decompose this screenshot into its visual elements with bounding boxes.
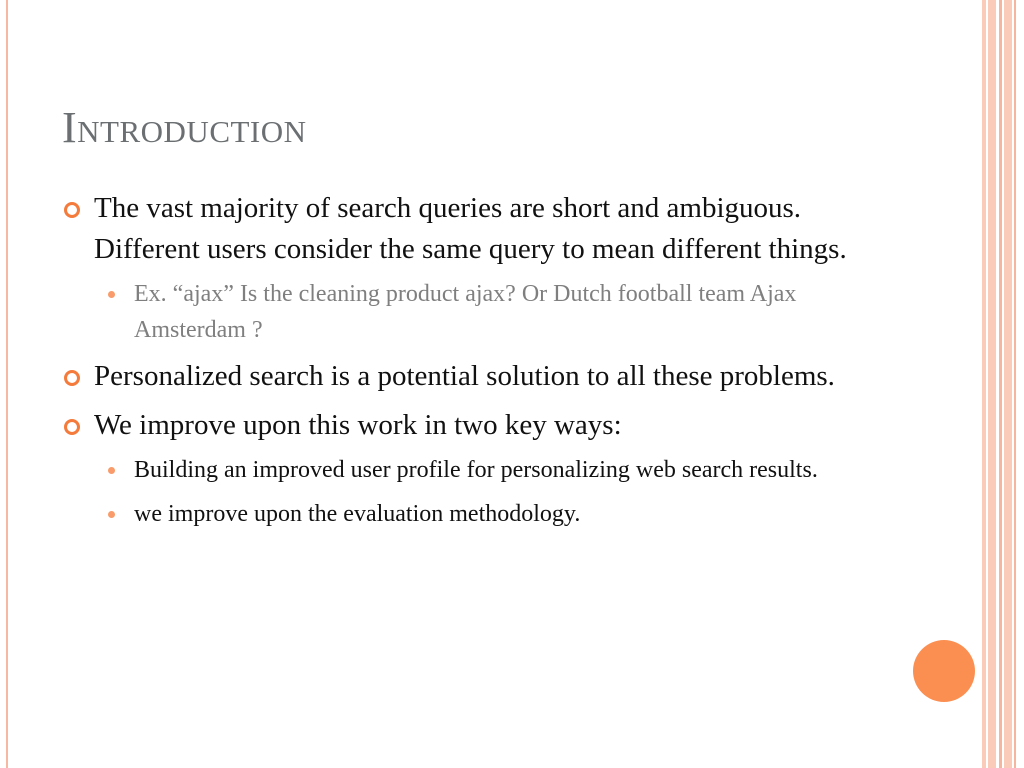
ring-bullet-icon (64, 370, 80, 386)
ring-bullet-icon (64, 419, 80, 435)
decorative-stripe (1004, 0, 1012, 768)
bullet-item (62, 356, 882, 397)
sub-bullet-list (62, 276, 882, 348)
sub-bullet-text: Ex. “ajax” Is the cleaning product ajax? Or Dutch football team Ajax Amsterdam ? (134, 281, 797, 343)
dot-bullet-icon (108, 291, 115, 298)
dot-bullet-icon (108, 511, 115, 518)
bullet-text: We improve upon this work in two key ways: (94, 409, 622, 441)
sub-bullet-list (62, 452, 882, 532)
slide-title: Introduction (62, 103, 307, 152)
ring-bullet-icon (64, 202, 80, 218)
decorative-stripe (982, 0, 986, 768)
bullet-text: Personalized search is a potential solution to all these problems. (94, 360, 835, 392)
dot-bullet-icon (108, 467, 115, 474)
decorative-stripe (988, 0, 996, 768)
sub-bullet-item (62, 452, 882, 488)
sub-bullet-text: we improve upon the evaluation methodology. (134, 501, 581, 527)
bullet-text: The vast majority of search queries are short and ambiguous. Different users consider the same query to mean different things. (94, 192, 847, 265)
sub-bullet-item (62, 496, 882, 532)
decorative-circle (913, 640, 975, 702)
decorative-stripe (1014, 0, 1016, 768)
bullet-item (62, 188, 882, 270)
bullet-list (62, 188, 882, 540)
sub-bullet-item (62, 276, 882, 348)
bullet-item (62, 405, 882, 446)
sub-bullet-text: Building an improved user profile for personalizing web search results. (134, 457, 818, 483)
decorative-stripe (999, 0, 1002, 768)
